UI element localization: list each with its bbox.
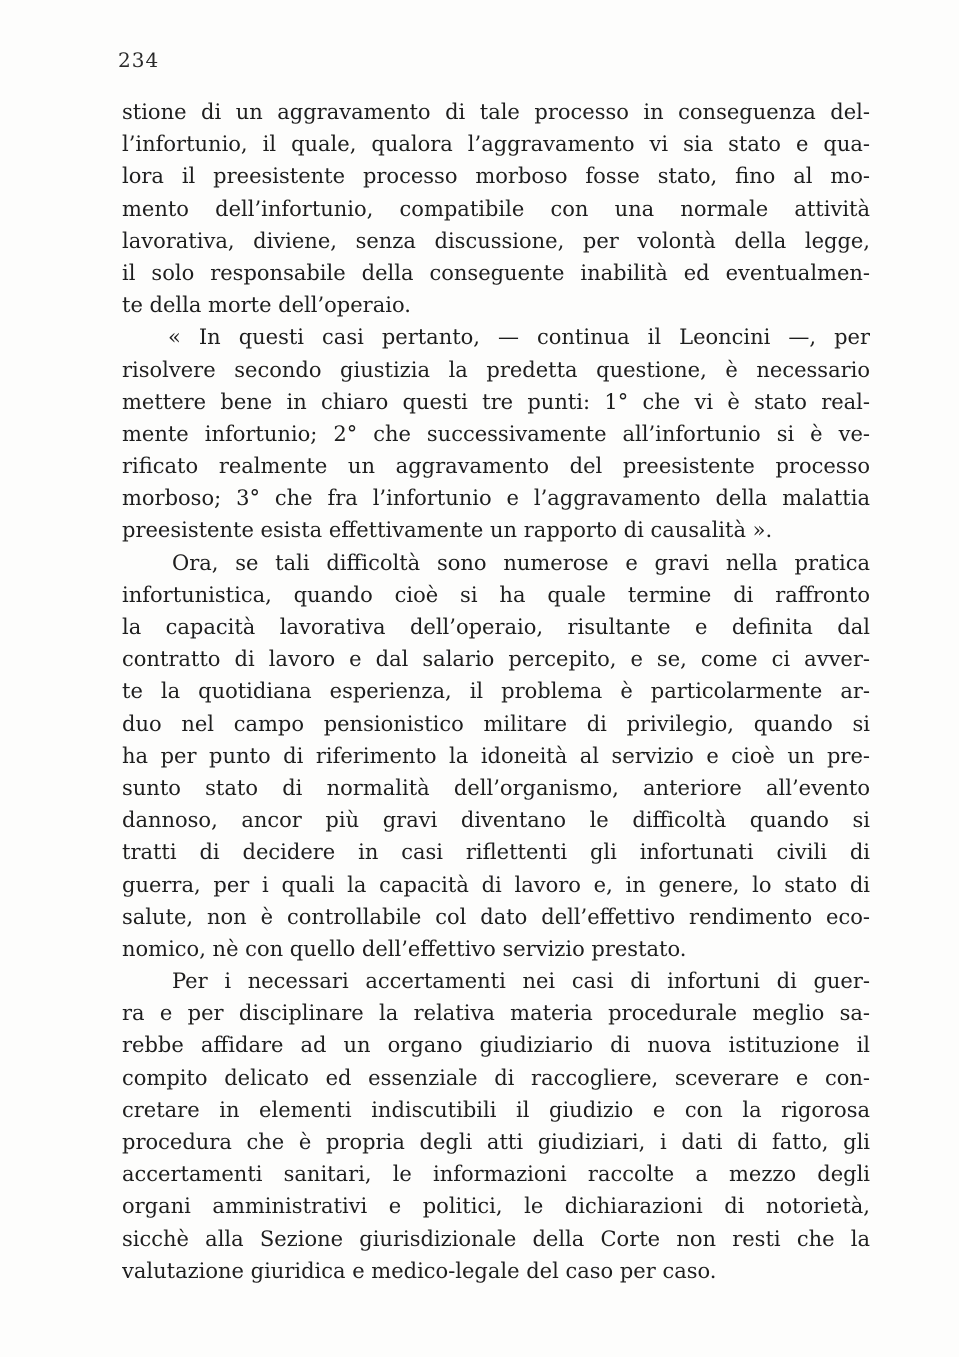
text-line: accertamenti sanitari, le informazioni raccolte a mezzo degli: [122, 1162, 870, 1187]
text-line: ra e per disciplinare la relativa materia procedurale meglio sa-: [122, 1001, 870, 1026]
text-line: ha per punto di riferimento la idoneità al servizio e cioè un pre-: [122, 743, 870, 768]
text-line: lora il preesistente processo morboso fosse stato, fino al mo-: [122, 164, 870, 189]
text-line: guerra, per i quali la capacità di lavoro e, in genere, lo stato di: [122, 872, 870, 897]
text-line: Per i necessari accertamenti nei casi di infortuni di guer-: [172, 969, 870, 994]
text-line: procedura che è propria degli atti giudiziari, i dati di fatto, gli: [122, 1130, 870, 1154]
text-line: tratti di decidere in casi riflettenti gli infortunati civili di: [122, 840, 870, 865]
text-line: mente infortunio; 2° che successivamente all’infortunio si è ve-: [122, 421, 870, 446]
text-line: il solo responsabile della conseguente inabilità ed eventualmen-: [122, 260, 870, 285]
text-line: infortunistica, quando cioè si ha quale termine di raffronto: [122, 582, 870, 607]
text-line: « In questi casi pertanto, — continua il Leoncini —, per: [168, 325, 870, 350]
page-number: 234: [118, 48, 160, 72]
text-line: sicchè alla Sezione giurisdizionale della Corte non resti che la: [122, 1226, 870, 1251]
text-line: preesistente esista effettivamente un rapporto di causalità ».: [122, 518, 773, 543]
text-line: lavorativa, diviene, senza discussione, per volontà della legge,: [122, 228, 870, 253]
text-line: salute, non è controllabile col dato dell’effettivo rendimento eco-: [122, 904, 870, 929]
text-line: sunto stato di normalità dell’organismo, anteriore all’evento: [122, 775, 870, 800]
text-line: cretare in elementi indiscutibili il giudizio e con la rigorosa: [122, 1097, 870, 1122]
text-line: valutazione giuridica e medico-legale del caso per caso.: [122, 1258, 717, 1283]
text-line: mento dell’infortunio, compatibile con una normale attività: [122, 196, 870, 221]
text-line: morboso; 3° che fra l’infortunio e l’aggravamento della malattia: [122, 486, 870, 511]
text-line: duo nel campo pensionistico militare di privilegio, quando si: [122, 711, 870, 736]
text-line: l’infortunio, il quale, qualora l’aggravamento vi sia stato e qua-: [122, 132, 870, 157]
text-line: risolvere secondo giustizia la predetta questione, è necessario: [122, 357, 870, 382]
text-line: rebbe affidare ad un organo giudiziario di nuova istituzione il: [122, 1033, 870, 1058]
text-line: compito delicato ed essenziale di raccogliere, sceverare e con-: [122, 1065, 870, 1090]
text-line: mettere bene in chiaro questi tre punti: 1° che vi è stato real-: [122, 389, 870, 414]
body-text: [122, 96, 870, 1287]
text-line: te della morte dell’operaio.: [122, 293, 411, 318]
text-line: la capacità lavorativa dell’operaio, risultante e definita dal: [122, 615, 870, 639]
text-line: dannoso, ancor più gravi diventano le difficoltà quando si: [122, 808, 870, 833]
text-line: rificato realmente un aggravamento del preesistente processo: [122, 454, 870, 479]
text-line: te la quotidiana esperienza, il problema è particolarmente ar-: [122, 679, 870, 704]
text-line: stione di un aggravamento di tale processo in conseguenza del-: [122, 100, 870, 124]
text-line: organi amministrativi e politici, le dichiarazioni di notorietà,: [122, 1194, 870, 1219]
text-line: contratto di lavoro e dal salario percepito, e se, come ci avver-: [122, 647, 870, 672]
text-line: Ora, se tali difficoltà sono numerose e gravi nella pratica: [172, 550, 870, 575]
text-line: nomico, nè con quello dell’effettivo servizio prestato.: [122, 936, 687, 961]
